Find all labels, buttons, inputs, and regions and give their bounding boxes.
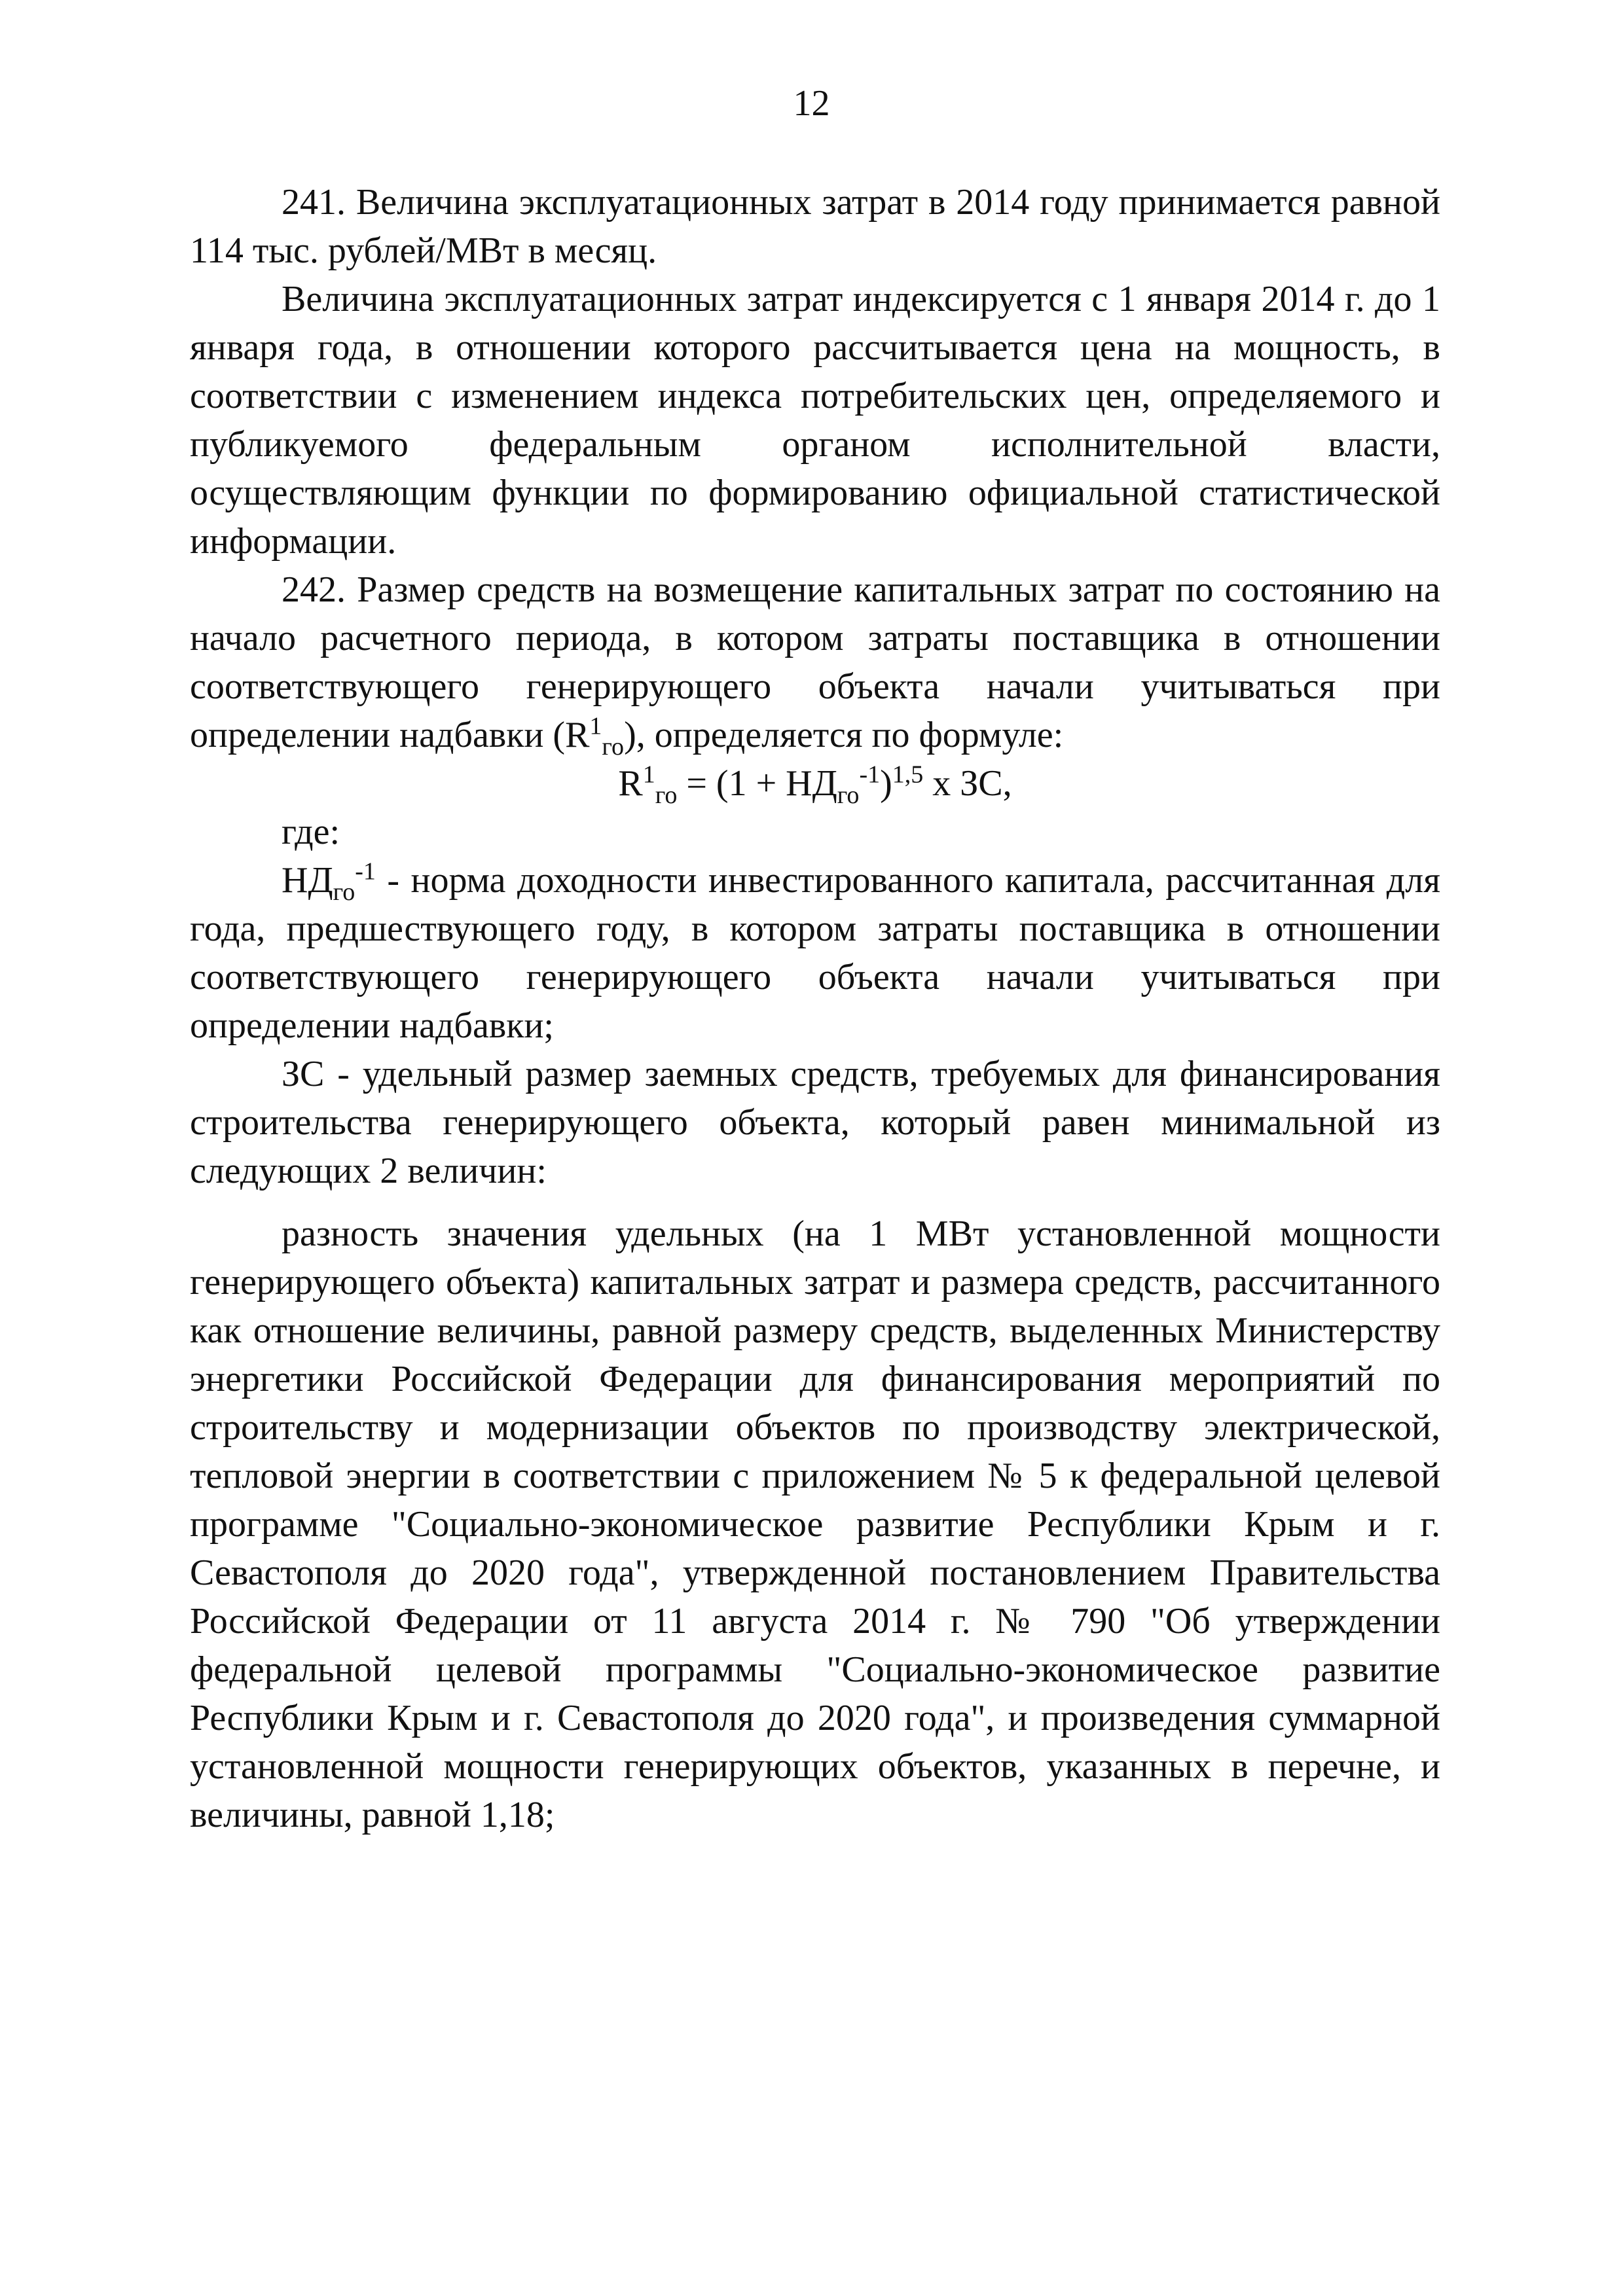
inline-formula-r1go: $(R^1_{го})$ [553,712,636,761]
paragraph-difference: разность значения удельных (на 1 МВт установленной мощности генерирующего объекта) капитальных затрат и размера средств, рассчитанного как отношение величины, равной размеру средств, выделенных Министерству энергетики Российской Федерации для финансирования мероприятий по строительству и модернизации объектов по производству электрической, тепловой энергии в соответствии с приложением № 5 к федеральной целевой программе "Социально-экономическое развитие Республики Крым и г. Севастополя до 2020 года", утвержденной постановлением Правительства Российской Федерации от 11 августа 2014 г. № 790 "Об утверждении федеральной целевой программы "Социально-экономическое развитие Республики Крым и г. Севастополя до 2020 года", и произведения суммарной установленной мощности генерирующих объектов, указанных в перечне, и величины, равной 1,18; [190,1213,1440,1835]
page-number: 12 [793,83,830,124]
where-label: где: [282,812,340,852]
document-body [190,178,1440,1839]
paragraph-indexation: Величина эксплуатационных затрат индексируется с 1 января 2014 г. до 1 января года, в отношении которого рассчитывается цена на мощность, в соответствии с изменением индекса потребительских цен, определяемого и публикуемого федеральным органом исполнительной власти, осуществляющим функции по формированию официальной статистической информации. [190,279,1440,562]
paragraph-241: 241. Величина эксплуатационных затрат в 2014 году принимается равной 114 тыс. рублей/МВт в месяц. [190,182,1440,271]
formula-r1go: $R^1_{го} = (1 + НД_{го}^{-1})^{1,5}$ x ЗС, [618,761,1012,810]
definition-nd: $НД_{го}^{-1}$ - норма доходности инвестированного капитала, рассчитанная для года, предшествующего году, в котором затраты поставщика в отношении соответствующего генерирующего объекта начали учитываться при определении надбавки; [190,857,1440,1046]
paragraph-242 [190,565,1440,759]
paragraph-242-start: 242. Размер средств на возмещение капитальных затрат по состоянию на начало расчетного периода, в котором затраты поставщика в отношении соответствующего генерирующего объекта начали учитываться при определении надбавки [190,569,1440,755]
definition-zs: ЗС - удельный размер заемных средств, требуемых для финансирования строительства генерирующего объекта, который равен минимальной из следующих 2 величин: [190,1054,1440,1191]
paragraph-242-end: , определяется по формуле: [636,715,1064,755]
